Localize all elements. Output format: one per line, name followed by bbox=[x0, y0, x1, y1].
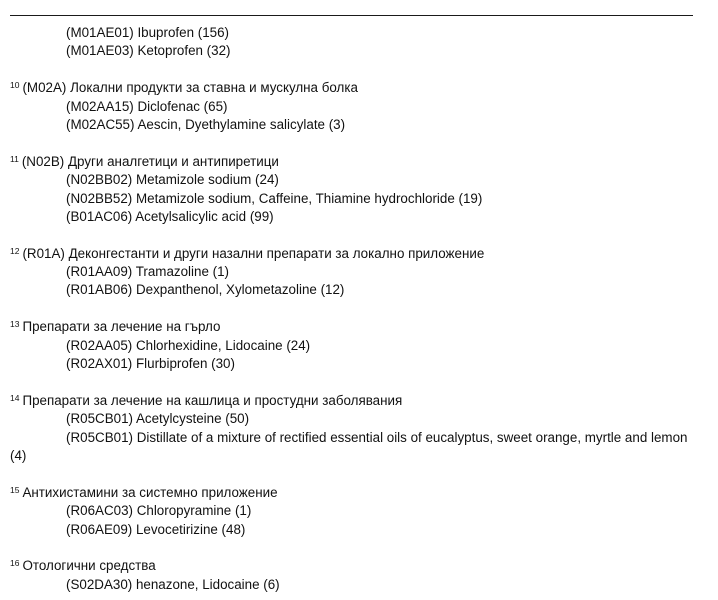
footnote-number: 15 bbox=[10, 484, 20, 495]
section-heading bbox=[10, 318, 700, 336]
section-title: Препарати за лечение на кашлица и простудни заболявания bbox=[22, 392, 403, 408]
list-item: (R06AC03) Chloropyramine (1) bbox=[66, 503, 252, 519]
footnote-number: 13 bbox=[10, 319, 20, 330]
section-title: (R01A) Деконгестанти и други назални препарати за локално приложение bbox=[22, 245, 485, 261]
list-item: (S02DA30) henazone, Lidocaine (6) bbox=[66, 576, 280, 592]
section-title: Антихистамини за системно приложение bbox=[22, 484, 278, 500]
list-item: (R02AX01) Flurbiprofen (30) bbox=[66, 356, 235, 372]
list-item: (N02BB02) Metamizole sodium (24) bbox=[66, 172, 279, 188]
section-title: Препарати за лечение на гърло bbox=[22, 319, 221, 335]
list-item: (R05CB01) Distillate of a mixture of rectified essential oils of eucalyptus, sweet orange, myrtle and lemon (4) bbox=[10, 429, 688, 463]
section-title: Отологични средства bbox=[22, 558, 156, 574]
section-title: (M02A) Локални продукти за ставна и мускулна болка bbox=[22, 80, 358, 96]
list-item: (M02AA15) Diclofenac (65) bbox=[66, 98, 228, 114]
section-heading bbox=[10, 153, 700, 171]
footnote-number: 12 bbox=[10, 245, 20, 256]
list-item: (M01AE03) Ketoprofen (32) bbox=[66, 43, 231, 59]
list-item: (R01AB06) Dexpanthenol, Xylometazoline (12) bbox=[66, 282, 345, 298]
section-heading bbox=[10, 245, 700, 263]
section-heading bbox=[10, 392, 700, 410]
footnote-number: 14 bbox=[10, 392, 20, 403]
list-item: (R01AA09) Tramazoline (1) bbox=[66, 264, 229, 280]
section-title: (N02B) Други аналгетици и антипиретици bbox=[21, 153, 279, 169]
list-item: (B01AC06) Acetylsalicylic acid (99) bbox=[66, 208, 274, 224]
list-item: (M02AC55) Aescin, Dyethylamine salicylate (3) bbox=[66, 116, 346, 132]
section-heading bbox=[10, 557, 700, 575]
list-item: (N02BB52) Metamizole sodium, Caffeine, Thiamine hydrochloride (19) bbox=[66, 190, 483, 206]
list-item: (M01AE01) Ibuprofen (156) bbox=[66, 25, 230, 40]
list-item: (R02AA05) Chlorhexidine, Lidocaine (24) bbox=[66, 337, 311, 353]
list-item: (R06AE09) Levocetirizine (48) bbox=[66, 521, 246, 537]
section-heading bbox=[10, 79, 700, 97]
top-rule bbox=[10, 15, 693, 16]
document-body bbox=[10, 24, 700, 594]
footnote-number: 10 bbox=[10, 80, 20, 91]
footnote-number: 16 bbox=[10, 558, 20, 569]
section-heading bbox=[10, 484, 700, 502]
footnote-number: 11 bbox=[10, 153, 19, 164]
list-item: (R05CB01) Acetylcysteine (50) bbox=[66, 411, 250, 427]
